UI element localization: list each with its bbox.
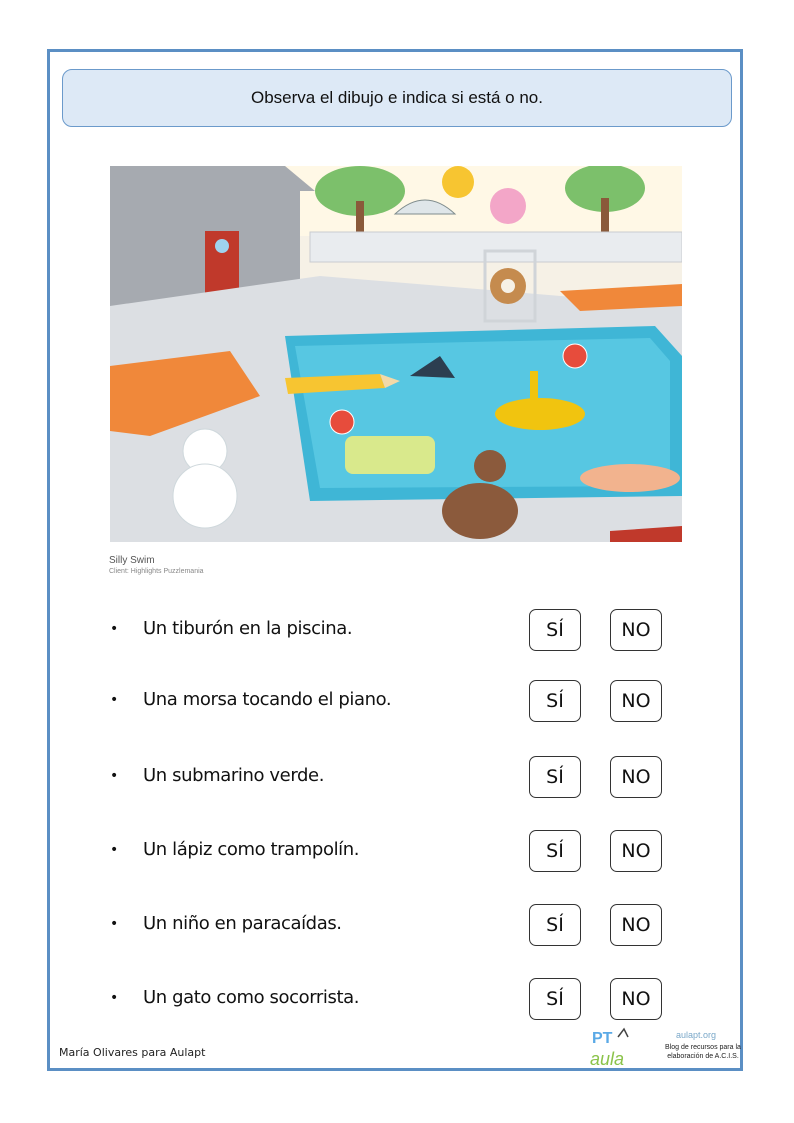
bullet: • [110,842,119,858]
no-box[interactable]: NO [610,978,662,1020]
bullet: • [110,916,119,932]
question-text: Un lápiz como trampolín. [143,839,360,860]
question-row [0,609,794,653]
instruction-text: Observa el dibujo e indica si está o no. [250,88,543,107]
yes-box[interactable]: SÍ [529,830,581,872]
bullet: • [110,768,119,784]
question-row [0,904,794,948]
no-box[interactable]: NO [610,904,662,946]
bullet: • [110,692,119,708]
logo-blog-line-2: elaboración de A.C.I.S. [667,1053,739,1060]
question-text: Un tiburón en la piscina. [143,618,353,639]
logo-site-text: aulapt.org [676,1030,717,1040]
question-text: Un gato como socorrista. [143,987,360,1008]
logo-aula-text: aula [590,1049,625,1069]
question-text: Un submarino verde. [143,765,325,786]
author-credit: María Olivares para Aulapt [59,1046,206,1059]
bullet: • [110,990,119,1006]
question-row [0,978,794,1022]
logo-blog-line-1: Blog de recursos para la [665,1044,741,1051]
no-box[interactable]: NO [610,756,662,798]
logo-pt-text: PT [592,1030,613,1047]
no-box[interactable]: NO [610,830,662,872]
no-box[interactable]: NO [610,609,662,651]
pool-scene-illustration [110,166,682,542]
illustration-caption-title: Silly Swim [109,555,155,566]
yes-box[interactable]: SÍ [529,756,581,798]
instruction-box [62,69,732,127]
question-text: Un niño en paracaídas. [143,913,342,934]
yes-box[interactable]: SÍ [529,609,581,651]
no-box[interactable]: NO [610,680,662,722]
question-row [0,756,794,800]
yes-box[interactable]: SÍ [529,978,581,1020]
question-text: Una morsa tocando el piano. [143,689,392,710]
yes-box[interactable]: SÍ [529,904,581,946]
question-row [0,830,794,874]
yes-box[interactable]: SÍ [529,680,581,722]
logo-blog-text [651,1043,755,1061]
illustration-caption-client: Client: Highlights Puzzlemania [109,568,204,575]
question-row [0,680,794,724]
bullet: • [110,621,119,637]
